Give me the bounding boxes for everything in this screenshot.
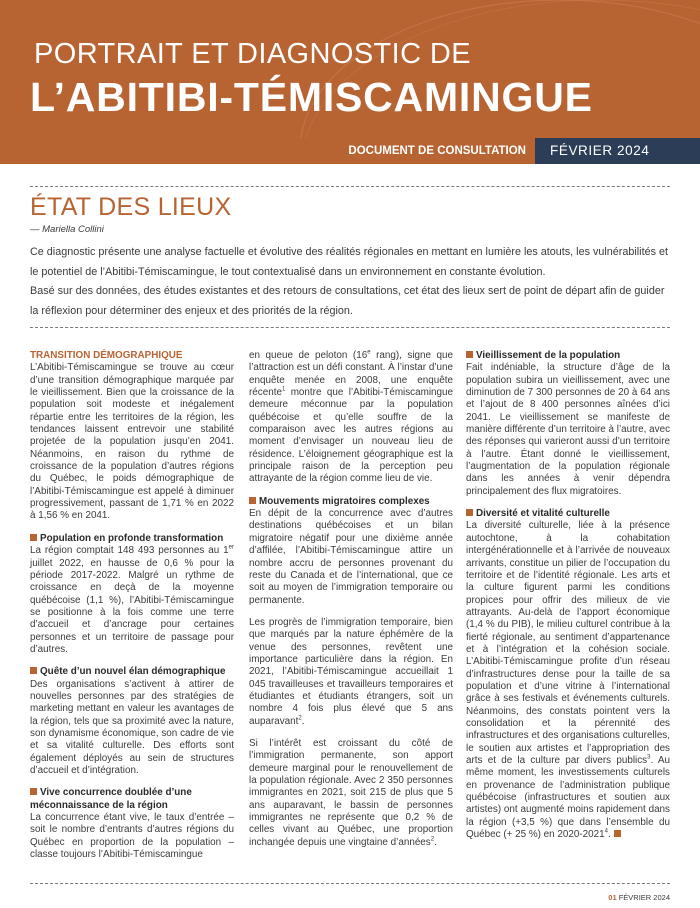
heading-text: Vive concurrence doublée d’une méconnaissance de la région	[30, 787, 192, 811]
paragraph: L’Abitibi-Témiscamingue se trouve au cœur d’une transition démographique marquée par le vieillissement. Bien que la croissance de la population soit modeste et inégalement répartie entre les territoires de la région, les tendances laissent entrevoir une stabilité projetée de la population jusqu’en 2041. Néanmoins, en raison du rythme de croissance de la population d’autres régions du Québec, le poids démographique de l’Abitibi-Témiscamingue est appelé à diminuer progressivement, passant de 1,71 % en 2022 à 1,56 % en 2041.	[30, 362, 234, 522]
divider-bottom	[30, 883, 670, 884]
bullet-square-icon	[466, 351, 473, 358]
intro-paragraph-1: Ce diagnostic présente une analyse factuelle et évolutive des réalités régionales en mettant en lumière les atouts, les vulnérabilités et le potentiel de l’Abitibi-Témiscamingue, le tout contextualisé dans un environnement en constante évolution.	[30, 246, 668, 278]
heading-text: Diversité et vitalité culturelle	[476, 508, 610, 520]
intro-paragraph-2: Basé sur des données, des études existantes et des retours de consultations, cet état des lieux sert de point de départ afin de guider la réflexion pour déterminer des enjeux et des priorités de la région.	[30, 285, 665, 317]
heading-mouvements-migratoires	[249, 496, 453, 508]
text: . Au même moment, les investissements culturels en provenance de l’administration publique québécoise (infrastructures et soutien aux artistes) ont augmenté moins rapidement dans la région (+3,5 %) que dans l’ensemble du Québec (+ 25 %) en 2020-2021	[466, 755, 670, 841]
paragraph: Des organisations s’activent à attirer de nouvelles personnes par des stratégies de marketing mettant en valeur les avantages de la région, tels que sa proximité avec la nature, son dynamisme économique, son cadre de vie et sa vitalité culturelle. Des efforts sont également déployés au sein de structures d’accueil et d’intégration.	[30, 678, 234, 776]
heading-text: Population en profonde transformation	[40, 532, 224, 544]
footnote-ref: 2	[298, 715, 302, 722]
text: juillet 2022, en hausse de 0,6 % pour la période 2017-2022. Malgré un rythme de croissance en deçà de la moyenne québécoise (1,1 %), l’Abitibi-Témiscamingue se positionne à la fois comme une terre d’accueil et d’ancrage pour certaines personnes et un territoire de passage pour d’autres.	[30, 557, 234, 655]
text: .	[607, 829, 611, 841]
paragraph	[249, 617, 453, 728]
text: rang), signe que l’attraction est un défi constant. À l’instar d’une enquête menée en 2008, une enquête récente	[249, 350, 453, 399]
divider-top	[30, 186, 670, 187]
page-number: 01	[608, 893, 617, 902]
column-3	[466, 350, 670, 841]
author-byline: — Mariella Collini	[30, 224, 104, 235]
bullet-square-icon	[30, 667, 37, 674]
paragraph	[466, 520, 670, 841]
bullet-square-icon	[30, 534, 37, 541]
text: La région comptait 148 493 personnes au 1	[30, 545, 229, 557]
title-line-1: PORTRAIT ET DIAGNOSTIC DE	[34, 38, 472, 70]
date-label	[535, 138, 700, 164]
paragraph: La concurrence étant vive, le taux d’entrée – soit le nombre d’entrants d’autres régions du Québec en proportion de la population – classe toujours l’Abitibi-Témiscamingue	[30, 812, 234, 861]
page-header	[0, 0, 700, 138]
text: Si l’intérêt est croissant du côté de l’immigration permanente, son apport demeure marginal pour le renouvellement de la population régionale. Avec 2 350 personnes immigrantes en 2021, soit 215 de plus que 5 ans auparavant, le bassin de personnes immigrantes ne représente que 0,2 % de celles vivant au Québec, une proportion inchangée depuis une vingtaine d’années	[249, 737, 453, 848]
paragraph	[30, 545, 234, 656]
column-2	[249, 350, 453, 849]
text: .	[301, 715, 305, 727]
footnote-ref: 1	[281, 386, 286, 393]
text: en queue de peloton (16	[249, 350, 368, 361]
footnote-ref: 2	[430, 836, 435, 843]
column-1	[30, 350, 234, 861]
footer-date: FÉVRIER 2024	[618, 893, 670, 902]
text: La diversité culturelle, liée à la présence autochtone, à la cohabitation intergénérationnelle et à l’arrivée de nouveaux arrivants, constitue un pilier de l’occupation du territoire et de l’identité régionale. Les arts et la culture figurent parmi les conditions propices pour offrir des milieux de vie attrayants. Au-delà de l’apport économique (1,4 % du PIB), le milieu culturel contribue à la fierté régionale, au sentiment d’appartenance et à l’intégration et la cohésion sociale. L’Abitibi-Témiscamingue profite d’un réseau d’infrastructures dense pour la taille de sa population et d’une vitrine à l’international grâce à ses festivals et événements culturels. Néanmoins, des constats pointent vers la consolidation et la pérennité des infrastructures et des organisations culturelles, le soutien aux artistes et l’appropriation des arts et de la culture par divers publics	[466, 520, 670, 766]
paragraph	[249, 738, 453, 849]
paragraph	[249, 350, 453, 486]
heading-text: Quête d’un nouvel élan démographique	[40, 666, 226, 678]
bullet-square-icon	[466, 509, 473, 516]
intro-text	[30, 243, 670, 321]
title-line-2: L’ABITIBI-TÉMISCAMINGUE	[30, 74, 593, 120]
footnote-ref: 3	[647, 754, 651, 761]
heading-text: Mouvements migratoires complexes	[259, 495, 430, 507]
heading-transition-demographique: TRANSITION DÉMOGRAPHIQUE	[30, 350, 183, 361]
superscript: er	[228, 544, 234, 551]
end-mark-icon	[614, 830, 621, 837]
heading-diversite-culturelle	[466, 508, 670, 520]
heading-vieillissement	[466, 350, 670, 362]
superscript: e	[367, 349, 371, 356]
header-band	[0, 138, 700, 164]
heading-population-transformation	[30, 533, 234, 545]
consultation-label	[0, 138, 535, 164]
bullet-square-icon	[30, 788, 37, 795]
text: Les progrès de l’immigration temporaire, bien que marqués par la nature éphémère de la venue des personnes, revêtent une importance particulière dans la région. En 2021, l’Abitibi-Témiscamingue accueillait 1 045 travailleuses et travailleurs temporaires et étudiantes et étudiants étrangers, soit un nombre 4 fois plus élevé que 5 ans auparavant	[249, 616, 453, 727]
heading-nouvel-elan	[30, 666, 234, 678]
heading-text: Vieillissement de la population	[476, 350, 621, 361]
section-title: ÉTAT DES LIEUX	[30, 193, 232, 221]
divider-mid	[30, 327, 670, 328]
page-footer	[608, 893, 670, 902]
bullet-square-icon	[249, 497, 256, 504]
paragraph: Fait indéniable, la structure d’âge de la population subira un vieillissement, avec une diminution de 7 300 personnes de 20 à 64 ans et l’ajout de 8 400 personnes aînées d’ici 2041. Le vieillissement se manifeste de manière différente d’un territoire à l’autre, avec des réponses qui varieront aussi d’un territoire à l’autre. Étant donné le vieillissement, l’augmentation de la population régionale dans les années à venir dépendra principalement des flux migratoires.	[466, 362, 671, 497]
paragraph: En dépit de la concurrence avec d’autres destinations québécoises et un bilan migratoire négatif pour une dixième année d’affilée, l’Abitibi-Témiscamingue attire un nombre accru de personnes provenant du reste du Canada et de l’international, que ce soit au moyen de l’immigration temporaire ou permanente.	[249, 508, 453, 606]
date-label-text: FÉVRIER 2024	[550, 143, 650, 158]
heading-vive-concurrence	[30, 787, 234, 812]
text: montre que l’Abitibi-Témiscamingue demeure méconnue par la population québécoise et qu’elle souffre de la comparaison avec les autres régions au moment d’envisager un nouveau lieu de résidence. L’éloignement géographique est la principale raison de la perception peu attrayante de la région comme lieu de vie.	[249, 387, 453, 485]
text: .	[434, 836, 437, 848]
consultation-label-text: DOCUMENT DE CONSULTATION	[348, 145, 526, 157]
footnote-ref: 4	[604, 828, 608, 835]
